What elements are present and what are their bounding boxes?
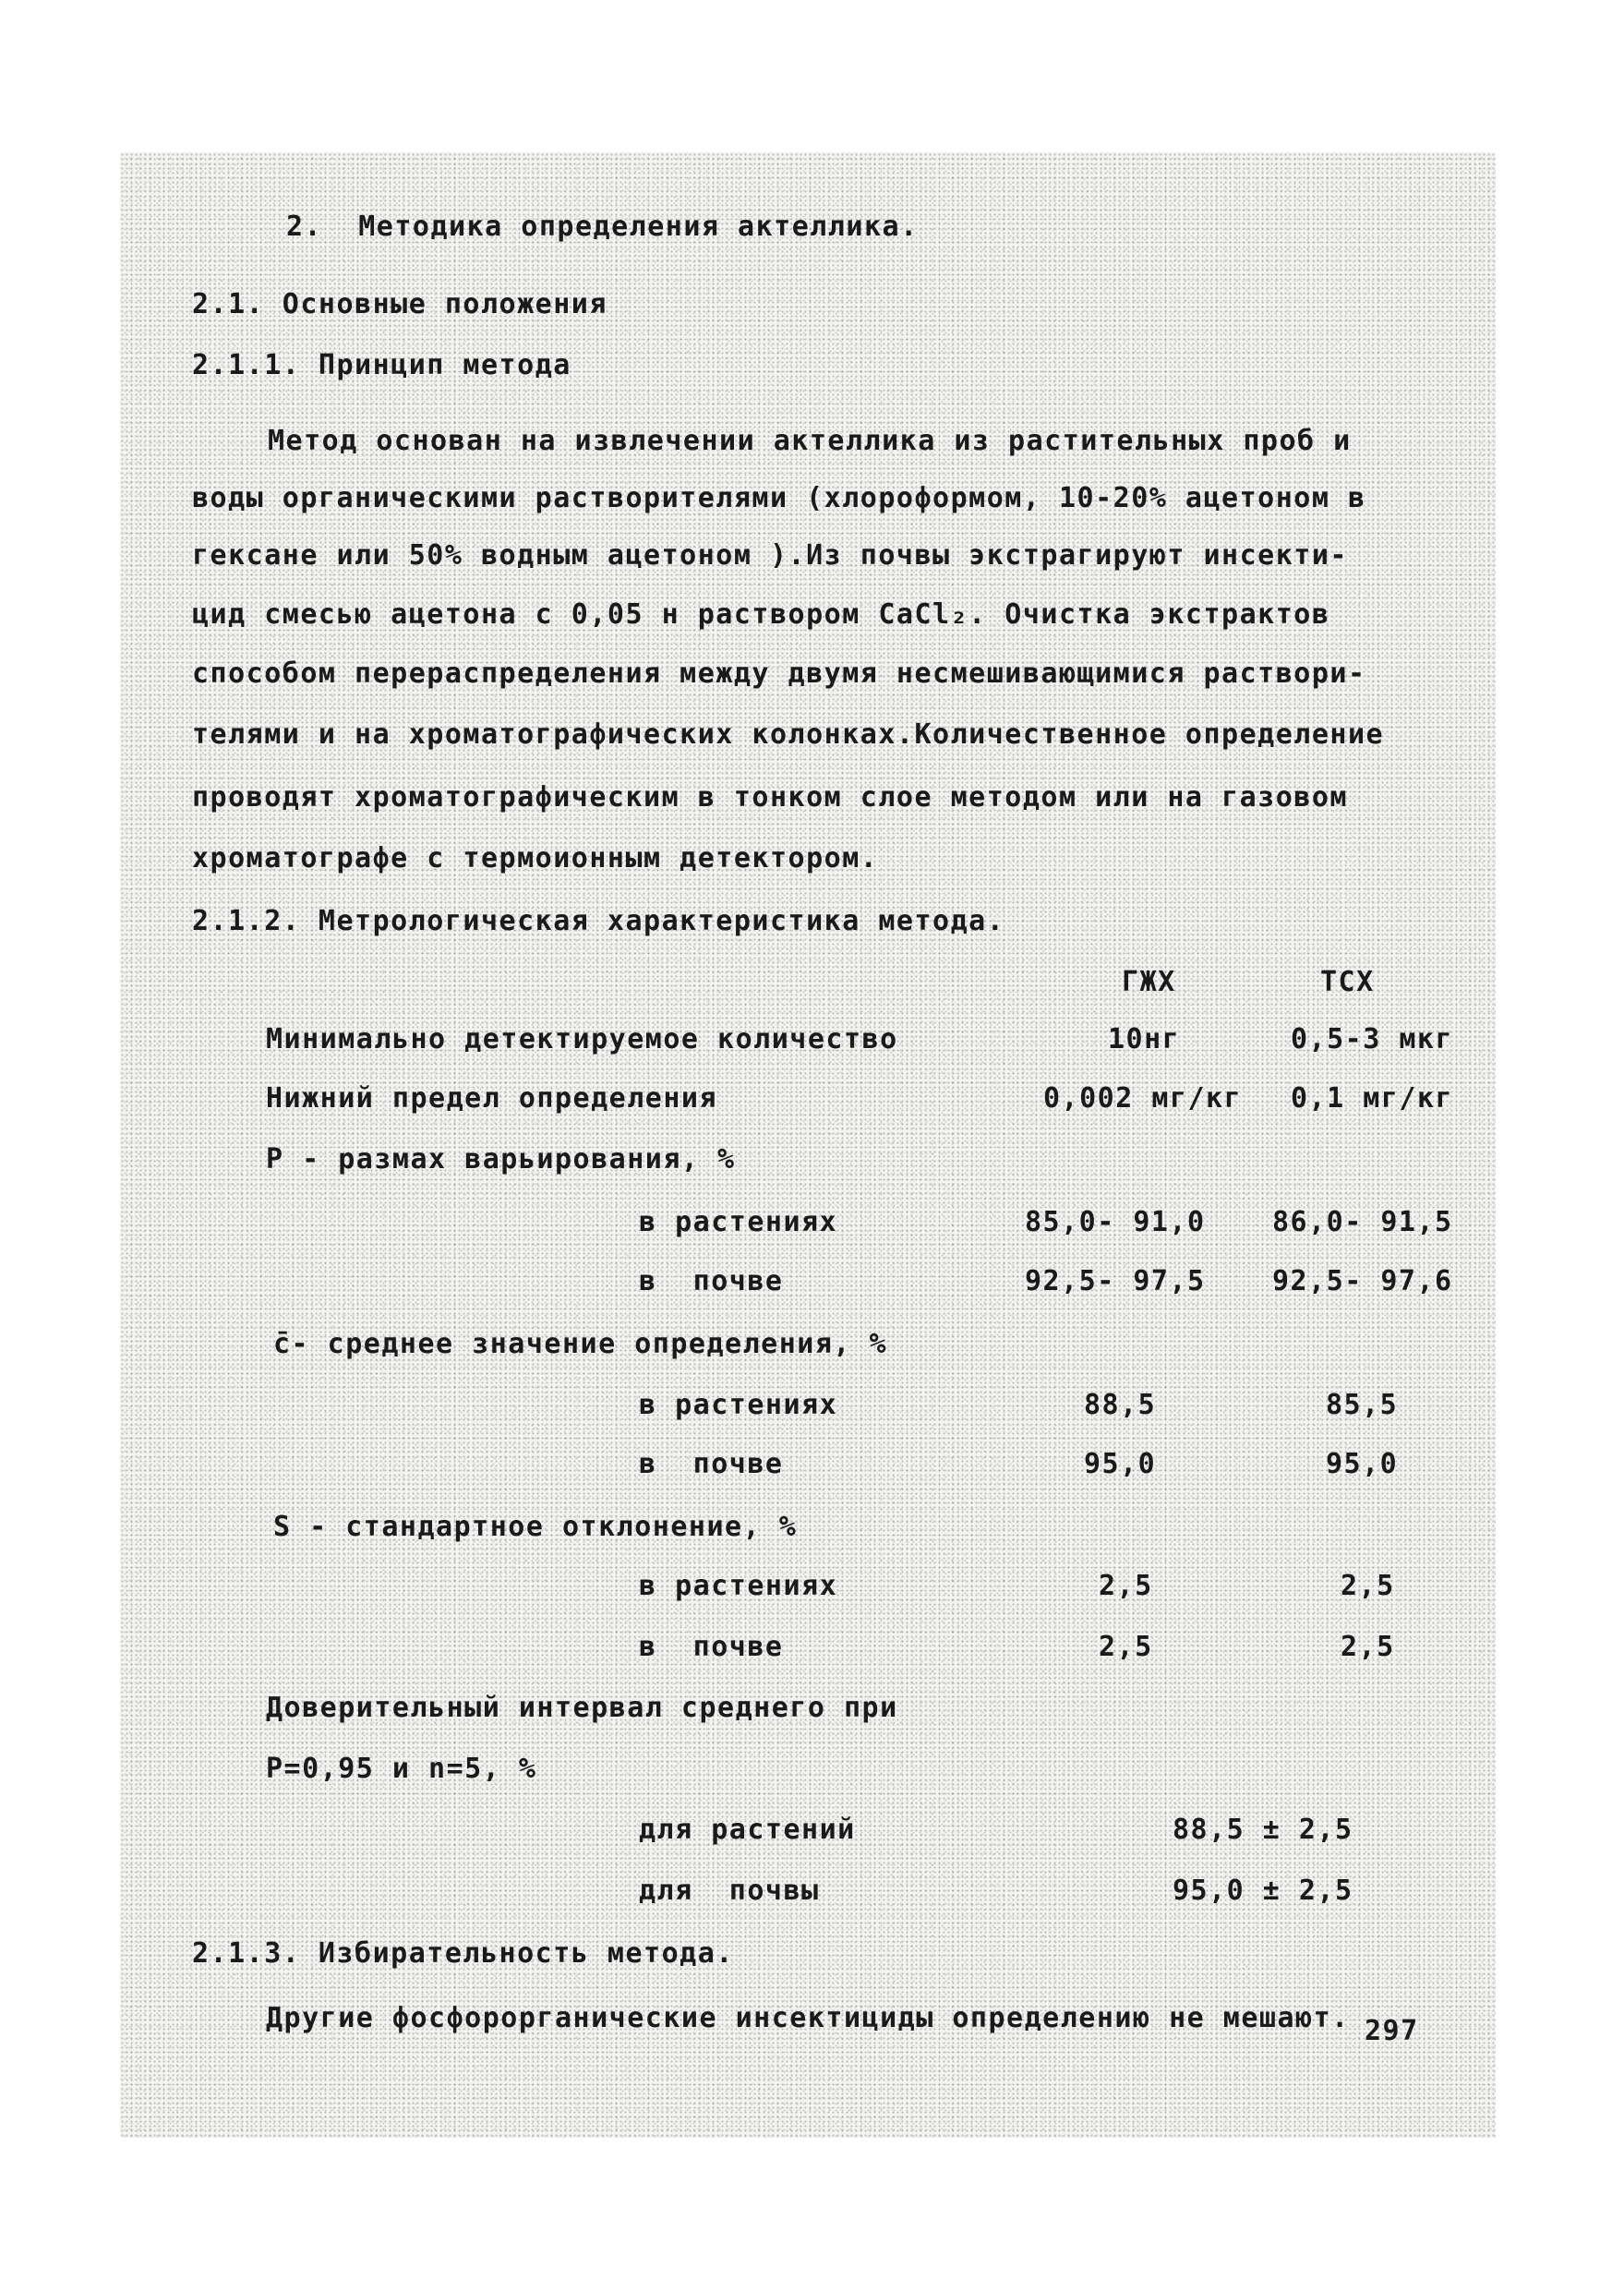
principle-line-4: цид смесью ацетона с 0,05 н раствором CaCl₂. Очистка экстрактов	[192, 598, 1330, 631]
section-heading: 2. Методика определения актеллика.	[286, 211, 919, 243]
section-2-1-1-title: 2.1.1. Принцип метода	[192, 349, 571, 381]
min-detect-label: Минимально детектируемое количество	[266, 1023, 898, 1055]
std-plants-gzh: 2,5	[1099, 1570, 1153, 1602]
std-soil-tsh: 2,5	[1341, 1631, 1395, 1663]
principle-line-2: воды органическими растворителями (хлороформом, 10-20% ацетоном в	[192, 482, 1366, 514]
variation-plants-gzh: 85,0- 91,0	[1025, 1206, 1206, 1238]
std-soil-label: в почве	[639, 1631, 784, 1663]
mean-soil-label: в почве	[639, 1448, 784, 1480]
mean-label: c̄- среднее значение определения, %	[273, 1328, 888, 1360]
mean-plants-gzh: 88,5	[1084, 1389, 1157, 1421]
column-header-gzh: ГЖХ	[1122, 966, 1176, 998]
section-2-1-2-title: 2.1.2. Метрологическая характеристика метода.	[192, 905, 1005, 937]
confidence-soil-value: 95,0 ± 2,5	[1173, 1875, 1353, 1907]
selectivity-text: Другие фосфорорганические инсектициды определению не мешают.	[266, 2002, 1350, 2034]
confidence-label-1: Доверительный интервал среднего при	[266, 1692, 898, 1724]
variation-plants-tsh: 86,0- 91,5	[1272, 1206, 1453, 1238]
section-2-1-3-title: 2.1.3. Избирательность метода.	[192, 1937, 734, 1970]
variation-soil-label: в почве	[639, 1265, 784, 1297]
principle-line-6: телями и на хроматографических колонках.Количественное определение	[192, 718, 1385, 751]
mean-soil-tsh: 95,0	[1326, 1448, 1399, 1480]
mean-plants-tsh: 85,5	[1326, 1389, 1399, 1421]
mean-soil-gzh: 95,0	[1084, 1448, 1157, 1480]
std-plants-tsh: 2,5	[1341, 1570, 1395, 1602]
section-2-1-title: 2.1. Основные положения	[192, 288, 607, 320]
min-detect-gzh: 10нг	[1108, 1023, 1181, 1055]
lower-limit-tsh: 0,1 мг/кг	[1291, 1082, 1454, 1115]
principle-line-8: хроматографе с термоионным детектором.	[192, 842, 879, 874]
std-plants-label: в растениях	[639, 1570, 838, 1602]
min-detect-tsh: 0,5-3 мкг	[1291, 1023, 1454, 1055]
mean-plants-label: в растениях	[639, 1389, 838, 1421]
principle-line-1: Метод основан на извлечении актеллика из растительных проб и	[268, 425, 1352, 457]
confidence-plants-value: 88,5 ± 2,5	[1173, 1814, 1353, 1846]
confidence-soil-label: для почвы	[639, 1875, 820, 1907]
variation-soil-tsh: 92,5- 97,6	[1272, 1265, 1453, 1297]
confidence-plants-label: для растений	[639, 1814, 856, 1846]
confidence-label-2: Р=0,95 и n=5, %	[266, 1753, 537, 1785]
variation-plants-label: в растениях	[639, 1206, 838, 1238]
principle-line-3: гексане или 50% водным ацетоном ).Из почвы экстрагируют инсекти-	[192, 539, 1348, 572]
lower-limit-label: Нижний предел определения	[266, 1082, 718, 1115]
lower-limit-gzh: 0,002 мг/кг	[1043, 1082, 1243, 1115]
std-label: S - стандартное отклонение, %	[273, 1511, 798, 1543]
principle-line-5: способом перераспределения между двумя несмешивающимися раствори-	[192, 657, 1366, 690]
std-soil-gzh: 2,5	[1099, 1631, 1153, 1663]
variation-soil-gzh: 92,5- 97,5	[1025, 1265, 1206, 1297]
principle-line-7: проводят хроматографическим в тонком слое методом или на газовом	[192, 781, 1348, 814]
page-number: 297	[1365, 2015, 1419, 2047]
variation-label: Р - размах варьирования, %	[266, 1143, 736, 1176]
column-header-tsh: ТСХ	[1320, 966, 1375, 998]
